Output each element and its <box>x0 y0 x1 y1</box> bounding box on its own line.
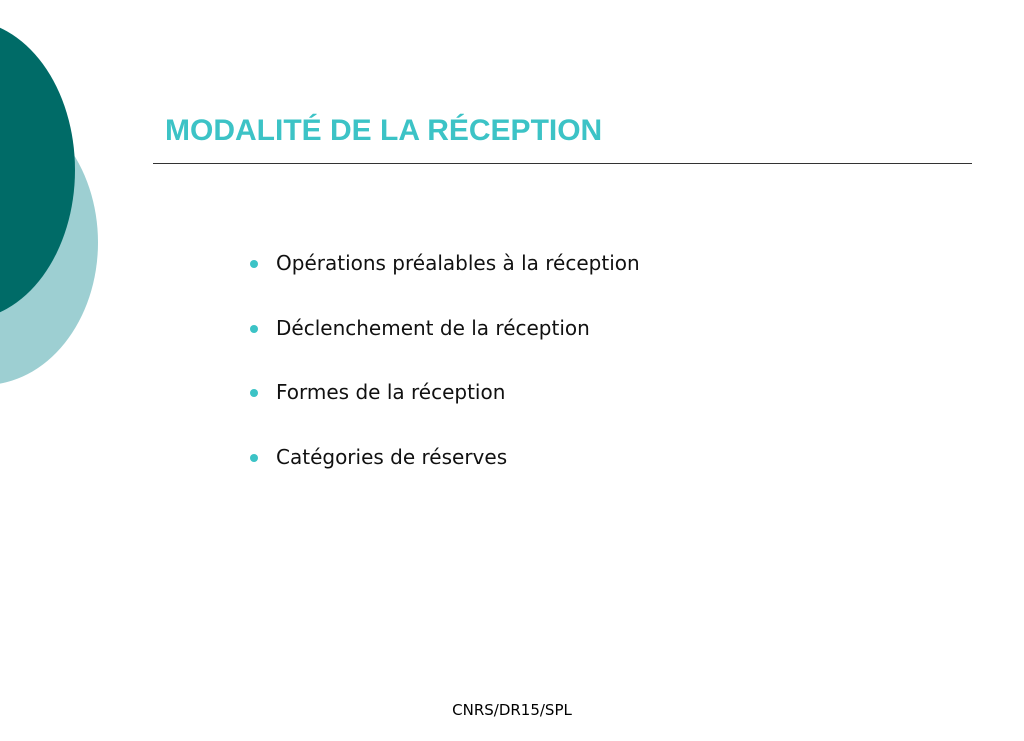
bullet-item <box>248 376 640 441</box>
bullet-item <box>248 247 640 312</box>
bullet-item <box>248 312 640 377</box>
slide-footer: CNRS/DR15/SPL <box>452 701 572 719</box>
title-divider <box>153 163 972 164</box>
bullet-dot-icon <box>250 325 258 333</box>
bullet-text: Déclenchement de la réception <box>276 315 590 340</box>
bullet-dot-icon <box>250 454 258 462</box>
bullet-dot-icon <box>250 260 258 268</box>
bullet-text: Catégories de réserves <box>276 444 508 469</box>
bullet-dot-icon <box>250 389 258 397</box>
bullet-text: Formes de la réception <box>276 380 506 404</box>
bullet-item <box>248 441 640 506</box>
bullet-text: Opérations préalables à la réception <box>276 251 640 275</box>
slide-title: MODALITÉ DE LA RÉCEPTION <box>165 114 603 147</box>
bullet-list <box>248 247 640 505</box>
